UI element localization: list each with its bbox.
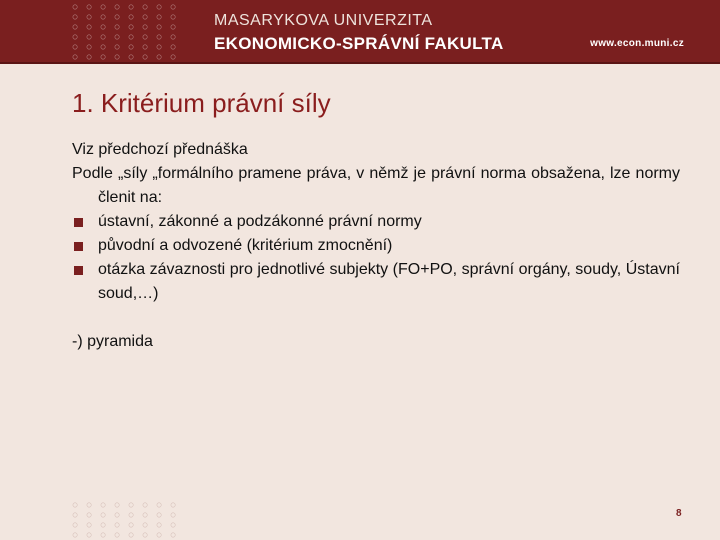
list-item <box>72 210 680 234</box>
bullet-text: původní a odvozené (kritérium zmocnění) <box>98 237 393 254</box>
header-banner <box>0 0 720 64</box>
bullet-text: ústavní, zákonné a podzákonné právní normy <box>98 213 422 230</box>
square-bullet-icon <box>74 266 83 275</box>
page-number: 8 <box>676 508 682 519</box>
bullet-text: otázka závaznosti pro jednotlivé subjekty (FO+PO, správní orgány, soudy, Ústavní soud,…) <box>98 261 680 302</box>
content-footer-line: -) pyramida <box>72 333 153 350</box>
university-name: MASARYKOVA UNIVERZITA <box>214 12 433 29</box>
footer-pattern: ○ ○ ○ ○ ○ ○ ○ ○ ○ ○ ○ ○ ○ ○ ○ ○ ○ ○ ○ ○ ○ ○ ○ ○ ○ ○ ○ ○ ○ ○ ○ ○ <box>72 500 176 539</box>
square-bullet-icon <box>74 218 83 227</box>
bullet-list <box>72 210 680 306</box>
slide-content <box>72 138 680 354</box>
content-line-1: Viz předchozí přednáška <box>72 141 248 158</box>
content-line-2: Podle „síly „formálního pramene práva, v němž je právní norma obsažena, lze normy členit na: <box>72 165 680 206</box>
square-bullet-icon <box>74 242 83 251</box>
spacer <box>72 306 680 330</box>
list-item <box>72 234 680 258</box>
list-item <box>72 258 680 306</box>
logo-pattern: ○ ○ ○ ○ ○ ○ ○ ○ ○ ○ ○ ○ ○ ○ ○ ○ ○ ○ ○ ○ ○ ○ ○ ○ ○ ○ ○ ○ ○ ○ ○ ○ ○ ○ ○ ○ ○ ○ ○ ○ ○ ○ ○ ○ ○ ○ ○ ○ <box>72 2 176 61</box>
faculty-url: www.econ.muni.cz <box>590 38 684 49</box>
faculty-name: EKONOMICKO-SPRÁVNÍ FAKULTA <box>214 34 504 53</box>
slide-title: 1. Kritérium právní síly <box>72 88 331 118</box>
